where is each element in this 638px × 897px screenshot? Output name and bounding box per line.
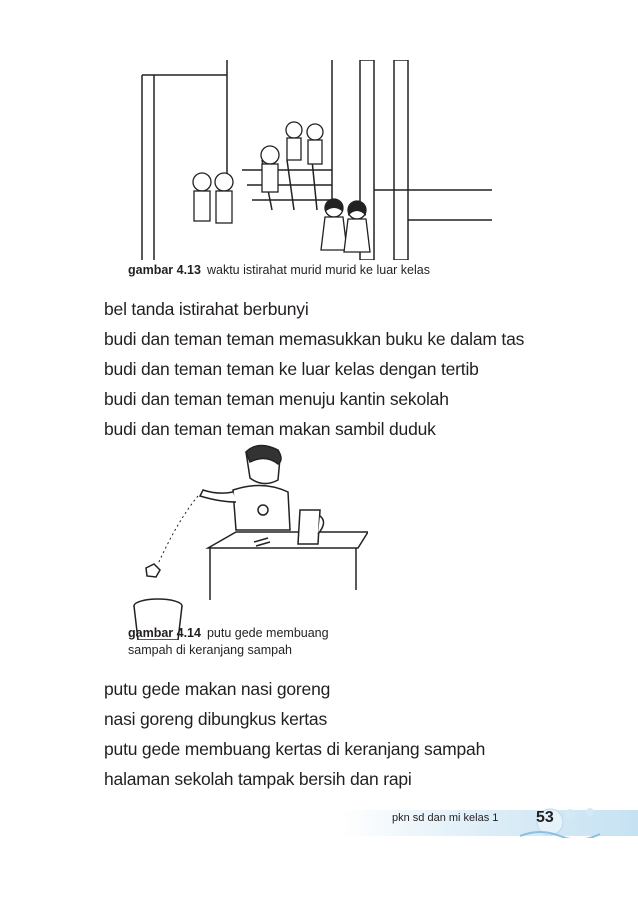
text-line: budi dan teman teman makan sambil duduk [104,419,436,439]
figure-caption-text: putu gede membuang [206,626,329,640]
text-line: bel tanda istirahat berbunyi [104,299,309,319]
text-line: budi dan teman teman menuju kantin sekolah [104,389,449,409]
illustration-students-leaving-class [132,60,492,260]
figure-caption-4-14 [128,625,368,659]
text-line: budi dan teman teman ke luar kelas dengan tertib [104,359,479,379]
text-line: putu gede membuang kertas di keranjang sampah [104,739,486,759]
figure-label: gambar 4.14 [128,626,201,640]
paragraph-putu-gede [104,674,485,794]
text-line: putu gede makan nasi goreng [104,679,331,699]
page-number: 53 [536,809,554,826]
figure-label: gambar 4.13 [128,263,201,277]
text-line: halaman sekolah tampak bersih dan rapi [104,769,412,789]
figure-caption-text: waktu istirahat murid murid ke luar kelas [206,263,430,277]
figure-caption-text: sampah di keranjang sampah [128,643,292,657]
figure-caption-4-13 [128,262,430,279]
text-line: nasi goreng dibungkus kertas [104,709,328,729]
footer-book-title: pkn sd dan mi kelas 1 [392,812,499,824]
text-line: budi dan teman teman memasukkan buku ke dalam tas [104,329,525,349]
illustration-throwing-trash [128,440,368,640]
paragraph-budi [104,294,524,444]
